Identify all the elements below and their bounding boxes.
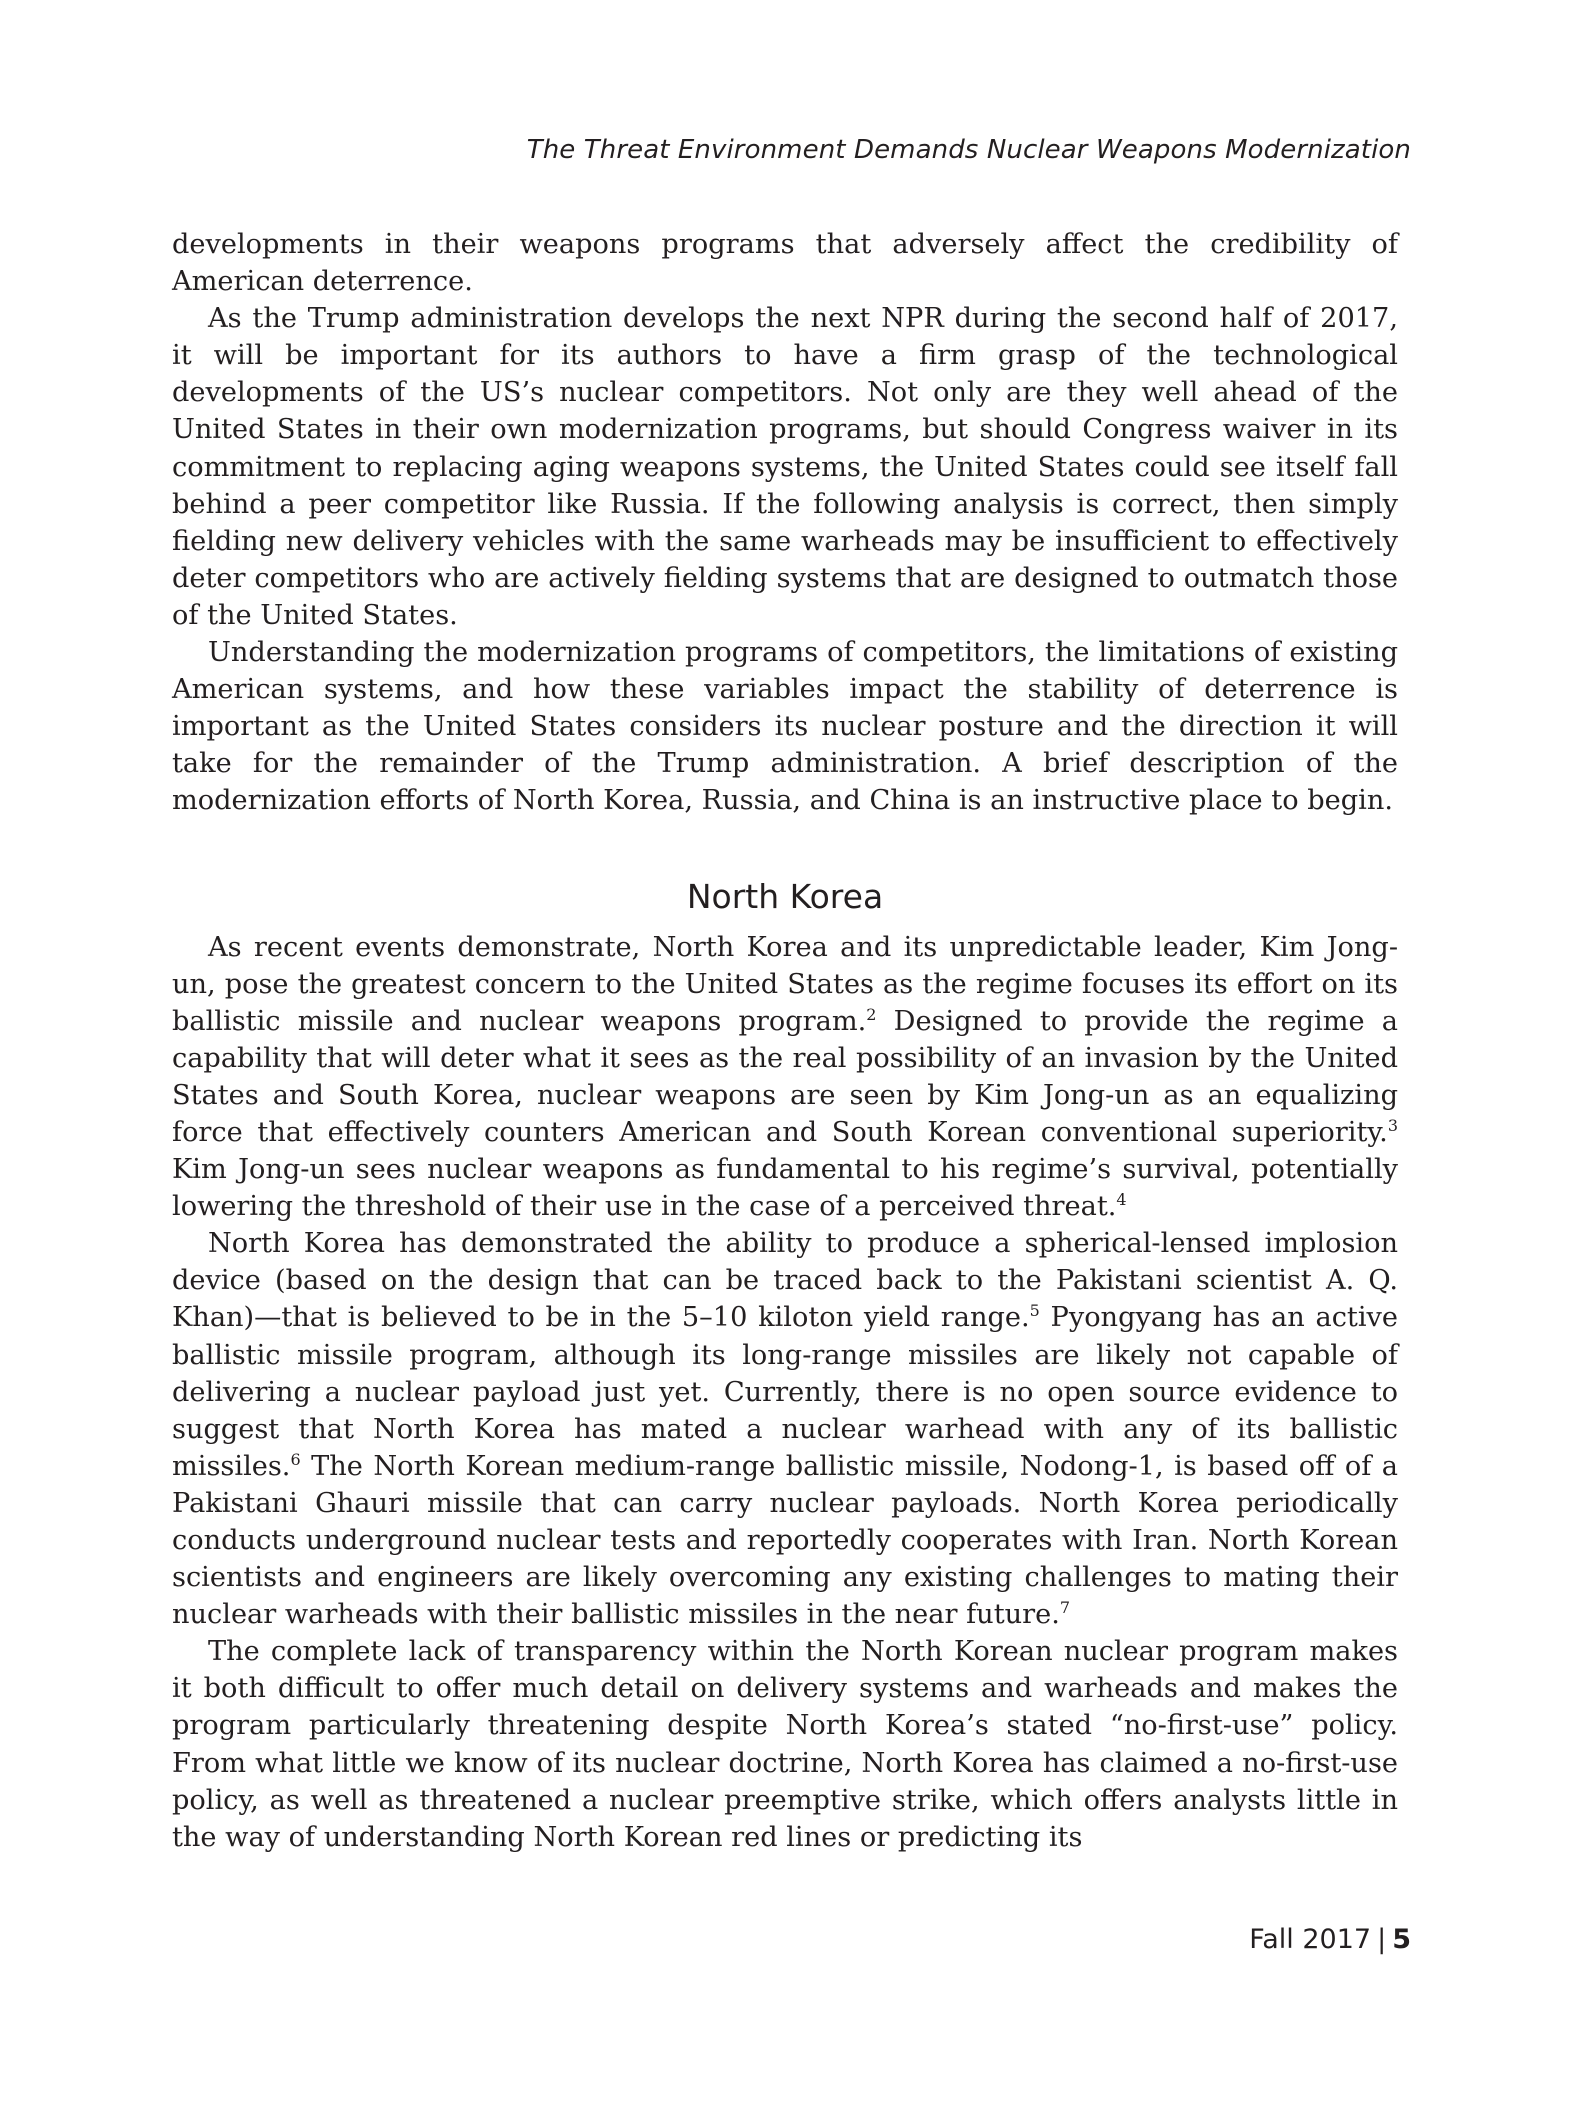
- issue-label: Fall 2017: [1249, 1924, 1372, 1955]
- paragraph-4-part-b: Designed to provide the regime a capability that will deter what it sees as the real possibility of an invasion by the United States and South Korea, nuclear weapons are seen by Kim Jong-un as an equalizing force that effectively counters American and South Korean conventional superiority.: [172, 1005, 1398, 1148]
- running-head: The Threat Environment Demands Nuclear Weapons Modernization: [526, 135, 1411, 165]
- body-text: [172, 226, 1398, 1856]
- footnote-ref-2: 2: [866, 1004, 877, 1024]
- paragraph-5: [172, 1225, 1398, 1633]
- footnote-ref-3: 3: [1387, 1115, 1398, 1135]
- paragraph-3: Understanding the modernization programs of competitors, the limitations of existing American systems, and how these variables impact the stability of deterrence is important as the United States considers its nuclear posture and the direction it will take for the remainder of the Trump administration. A brief description of the modernization efforts of North Korea, Russia, and China is an instructive place to begin.: [172, 637, 1398, 817]
- paragraph-5-part-a: North Korea has demonstrated the ability to produce a spherical-lensed implosion device (based on the design that can be traced back to the Pakistani scientist A. Q. Khan)—that is believed to be in the 5–10 kiloton yield range.: [172, 1228, 1398, 1334]
- paragraph-4-part-a: As recent events demonstrate, North Korea and its unpredictable leader, Kim Jong-un, pose the greatest concern to the United States as the regime focuses its effort on its ballistic missile and nuclear weapons program.: [172, 931, 1398, 1037]
- paragraph-5-part-b: Pyongyang has an active ballistic missile program, although its long-range missiles are likely not capable of delivering a nuclear payload just yet. Currently, there is no open source evidence to suggest that North Korea has mated a nuclear warhead with any of its ballistic missiles.: [172, 1302, 1398, 1482]
- footnote-ref-7: 7: [1059, 1598, 1071, 1618]
- footer-separator: |: [1377, 1924, 1387, 1955]
- footnote-ref-6: 6: [290, 1449, 301, 1469]
- paragraph-4: [172, 929, 1398, 1226]
- footnote-ref-5: 5: [1029, 1301, 1040, 1321]
- paragraph-6: The complete lack of transparency within the North Korean nuclear program makes it both difficult to offer much detail on delivery systems and warheads and makes the program particularly threatening despite North Korea’s stated “no-first-use” policy. From what little we know of its nuclear doctrine, North Korea has claimed a no-first-use policy, as well as threatened a nuclear preemptive strike, which offers analysts little in the way of understanding North Korean red lines or predicting its: [172, 1636, 1398, 1853]
- paragraph-4-part-c: Kim Jong-un sees nuclear weapons as fundamental to his regime’s survival, potentially lowering the threshold of their use in the case of a perceived threat.: [172, 1154, 1398, 1223]
- page-footer: [1249, 1924, 1411, 1955]
- paragraph-5-part-c: The North Korean medium-range ballistic missile, Nodong-1, is based off of a Pakistani Ghauri missile that can carry nuclear payloads. North Korea periodically conducts underground nuclear tests and reportedly cooperates with Iran. North Korean scientists and engineers are likely overcoming any existing challenges to mating their nuclear warheads with their ballistic missiles in the near future.: [172, 1450, 1398, 1631]
- footnote-ref-4: 4: [1116, 1190, 1127, 1210]
- section-heading: North Korea: [686, 876, 884, 916]
- paragraph-1: developments in their weapons programs that adversely affect the credibility of American deterrence.: [172, 229, 1398, 298]
- paragraph-2: As the Trump administration develops the next NPR during the second half of 2017, it will be important for its authors to have a firm grasp of the technological developments of the US’s nuclear competitors. Not only are they well ahead of the United States in their own modernization programs, but should Congress waiver in its commitment to replacing aging weapons systems, the United States could see itself fall behind a peer competitor like Russia. If the following analysis is correct, then simply fielding new delivery vehicles with the same warheads may be insufficient to effectively deter competitors who are actively fielding systems that are designed to outmatch those of the United States.: [172, 303, 1398, 631]
- page-number: 5: [1392, 1924, 1411, 1955]
